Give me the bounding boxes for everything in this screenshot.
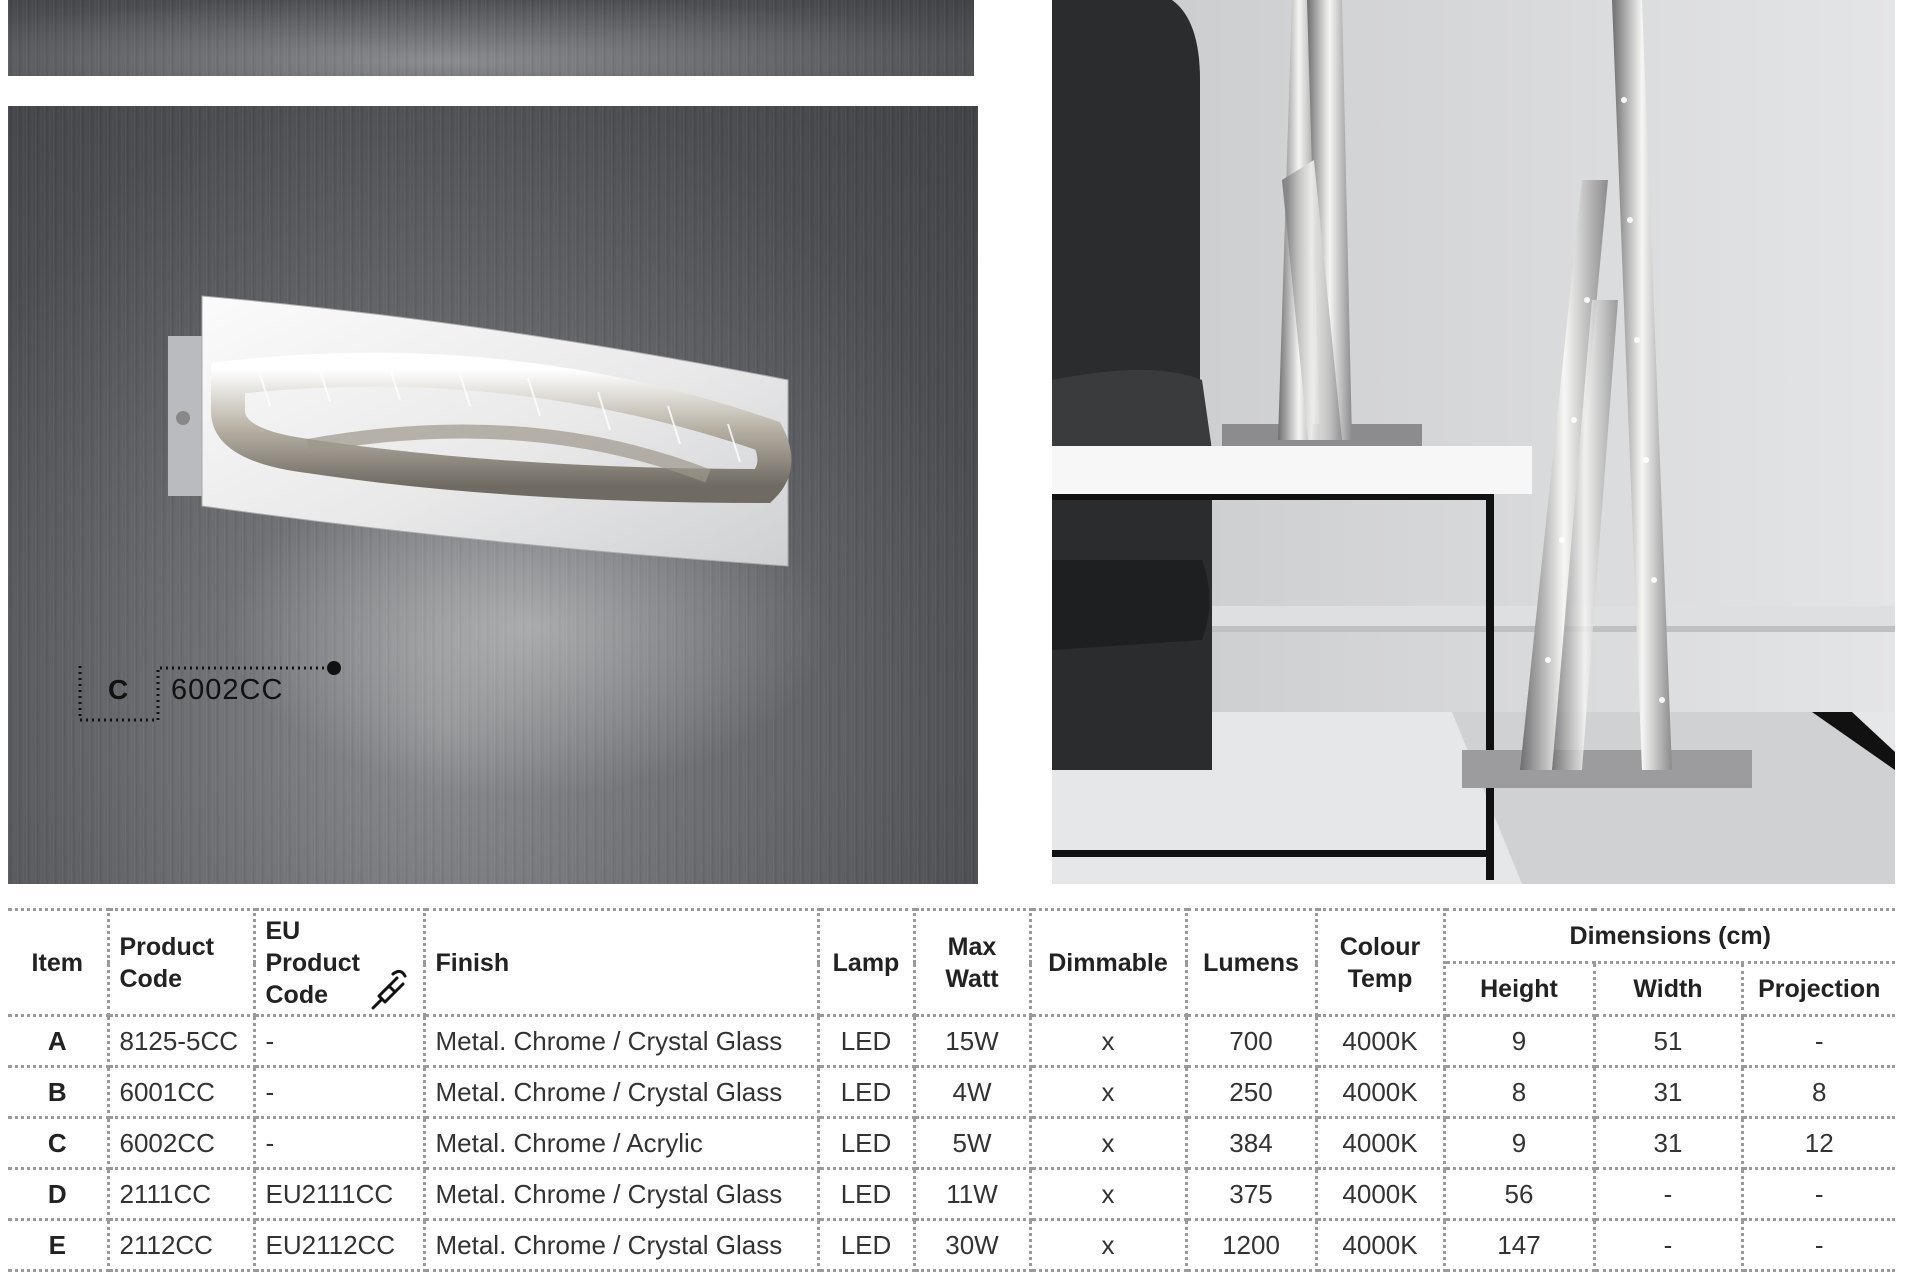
product-label-letter: C bbox=[108, 674, 129, 705]
cell-finish: Metal. Chrome / Crystal Glass bbox=[424, 1016, 818, 1067]
cell-max-watt: 30W bbox=[914, 1220, 1030, 1271]
cell-width: 31 bbox=[1594, 1118, 1742, 1169]
cell-dimmable: x bbox=[1030, 1016, 1186, 1067]
cell-lumens: 375 bbox=[1186, 1169, 1316, 1220]
cell-projection: - bbox=[1742, 1220, 1895, 1271]
cell-lumens: 1200 bbox=[1186, 1220, 1316, 1271]
cell-item: B bbox=[8, 1067, 108, 1118]
cell-lamp: LED bbox=[818, 1067, 914, 1118]
cell-item: E bbox=[8, 1220, 108, 1271]
cell-lamp: LED bbox=[818, 1169, 914, 1220]
cell-width: - bbox=[1594, 1220, 1742, 1271]
header-eu-product-code bbox=[254, 910, 424, 1016]
cell-product-code: 6001CC bbox=[108, 1067, 254, 1118]
cell-projection: 12 bbox=[1742, 1118, 1895, 1169]
header-lamp: Lamp bbox=[818, 910, 914, 1016]
table-row bbox=[8, 1169, 1895, 1220]
table-header-row bbox=[8, 910, 1895, 963]
wall-light-photo bbox=[8, 106, 978, 884]
cell-height: 147 bbox=[1444, 1220, 1594, 1271]
header-eu-product-code-label: EU Product Code bbox=[265, 916, 360, 1009]
cell-finish: Metal. Chrome / Acrylic bbox=[424, 1118, 818, 1169]
floor-lamp-illustration bbox=[1052, 0, 1895, 884]
cell-item: A bbox=[8, 1016, 108, 1067]
cell-product-code: 2111CC bbox=[108, 1169, 254, 1220]
header-finish: Finish bbox=[424, 910, 818, 1016]
product-photo-strip bbox=[8, 0, 974, 76]
cell-lamp: LED bbox=[818, 1016, 914, 1067]
cell-lumens: 384 bbox=[1186, 1118, 1316, 1169]
header-height: Height bbox=[1444, 963, 1594, 1016]
spec-table bbox=[8, 908, 1895, 1272]
cell-height: 8 bbox=[1444, 1067, 1594, 1118]
cell-height: 9 bbox=[1444, 1118, 1594, 1169]
table-row bbox=[8, 1016, 1895, 1067]
wall-light-illustration bbox=[8, 106, 978, 884]
header-product-code: Product Code bbox=[108, 910, 254, 1016]
cell-finish: Metal. Chrome / Crystal Glass bbox=[424, 1169, 818, 1220]
cell-projection: - bbox=[1742, 1169, 1895, 1220]
cell-max-watt: 11W bbox=[914, 1169, 1030, 1220]
cell-projection: 8 bbox=[1742, 1067, 1895, 1118]
cell-lamp: LED bbox=[818, 1220, 914, 1271]
header-max-watt-label: Max Watt bbox=[945, 932, 999, 993]
cell-lumens: 700 bbox=[1186, 1016, 1316, 1067]
cell-eu-product-code: - bbox=[254, 1067, 424, 1118]
cell-product-code: 6002CC bbox=[108, 1118, 254, 1169]
cell-finish: Metal. Chrome / Crystal Glass bbox=[424, 1220, 818, 1271]
cell-width: - bbox=[1594, 1169, 1742, 1220]
cell-colour-temp: 4000K bbox=[1316, 1016, 1444, 1067]
cell-eu-product-code: - bbox=[254, 1118, 424, 1169]
cell-product-code: 8125-5CC bbox=[108, 1016, 254, 1067]
cell-width: 51 bbox=[1594, 1016, 1742, 1067]
cell-max-watt: 15W bbox=[914, 1016, 1030, 1067]
cell-dimmable: x bbox=[1030, 1067, 1186, 1118]
cell-product-code: 2112CC bbox=[108, 1220, 254, 1271]
cell-width: 31 bbox=[1594, 1067, 1742, 1118]
cell-eu-product-code: EU2112CC bbox=[254, 1220, 424, 1271]
header-lumens: Lumens bbox=[1186, 910, 1316, 1016]
floor-lamp-room-photo bbox=[1052, 0, 1895, 884]
header-item: Item bbox=[8, 910, 108, 1016]
header-projection: Projection bbox=[1742, 963, 1895, 1016]
cell-dimmable: x bbox=[1030, 1220, 1186, 1271]
header-max-watt bbox=[914, 910, 1030, 1016]
cell-colour-temp: 4000K bbox=[1316, 1118, 1444, 1169]
cell-item: C bbox=[8, 1118, 108, 1169]
header-width: Width bbox=[1594, 963, 1742, 1016]
cell-eu-product-code: - bbox=[254, 1016, 424, 1067]
cell-eu-product-code: EU2111CC bbox=[254, 1169, 424, 1220]
cell-height: 9 bbox=[1444, 1016, 1594, 1067]
cell-height: 56 bbox=[1444, 1169, 1594, 1220]
cell-colour-temp: 4000K bbox=[1316, 1067, 1444, 1118]
cell-colour-temp: 4000K bbox=[1316, 1169, 1444, 1220]
product-label-code: 6002CC bbox=[171, 674, 284, 706]
cell-dimmable: x bbox=[1030, 1118, 1186, 1169]
cell-lumens: 250 bbox=[1186, 1067, 1316, 1118]
cell-projection: - bbox=[1742, 1016, 1895, 1067]
cell-dimmable: x bbox=[1030, 1169, 1186, 1220]
header-colour-temp bbox=[1316, 910, 1444, 1016]
cell-item: D bbox=[8, 1169, 108, 1220]
cell-colour-temp: 4000K bbox=[1316, 1220, 1444, 1271]
header-dimensions: Dimensions (cm) bbox=[1444, 910, 1895, 963]
plug-icon bbox=[365, 966, 409, 1010]
table-row bbox=[8, 1118, 1895, 1169]
cell-max-watt: 4W bbox=[914, 1067, 1030, 1118]
table-row bbox=[8, 1220, 1895, 1271]
header-dimmable: Dimmable bbox=[1030, 910, 1186, 1016]
cell-max-watt: 5W bbox=[914, 1118, 1030, 1169]
cell-finish: Metal. Chrome / Crystal Glass bbox=[424, 1067, 818, 1118]
header-colour-temp-label: Colour Temp bbox=[1339, 932, 1421, 993]
table-row bbox=[8, 1067, 1895, 1118]
cell-lamp: LED bbox=[818, 1118, 914, 1169]
